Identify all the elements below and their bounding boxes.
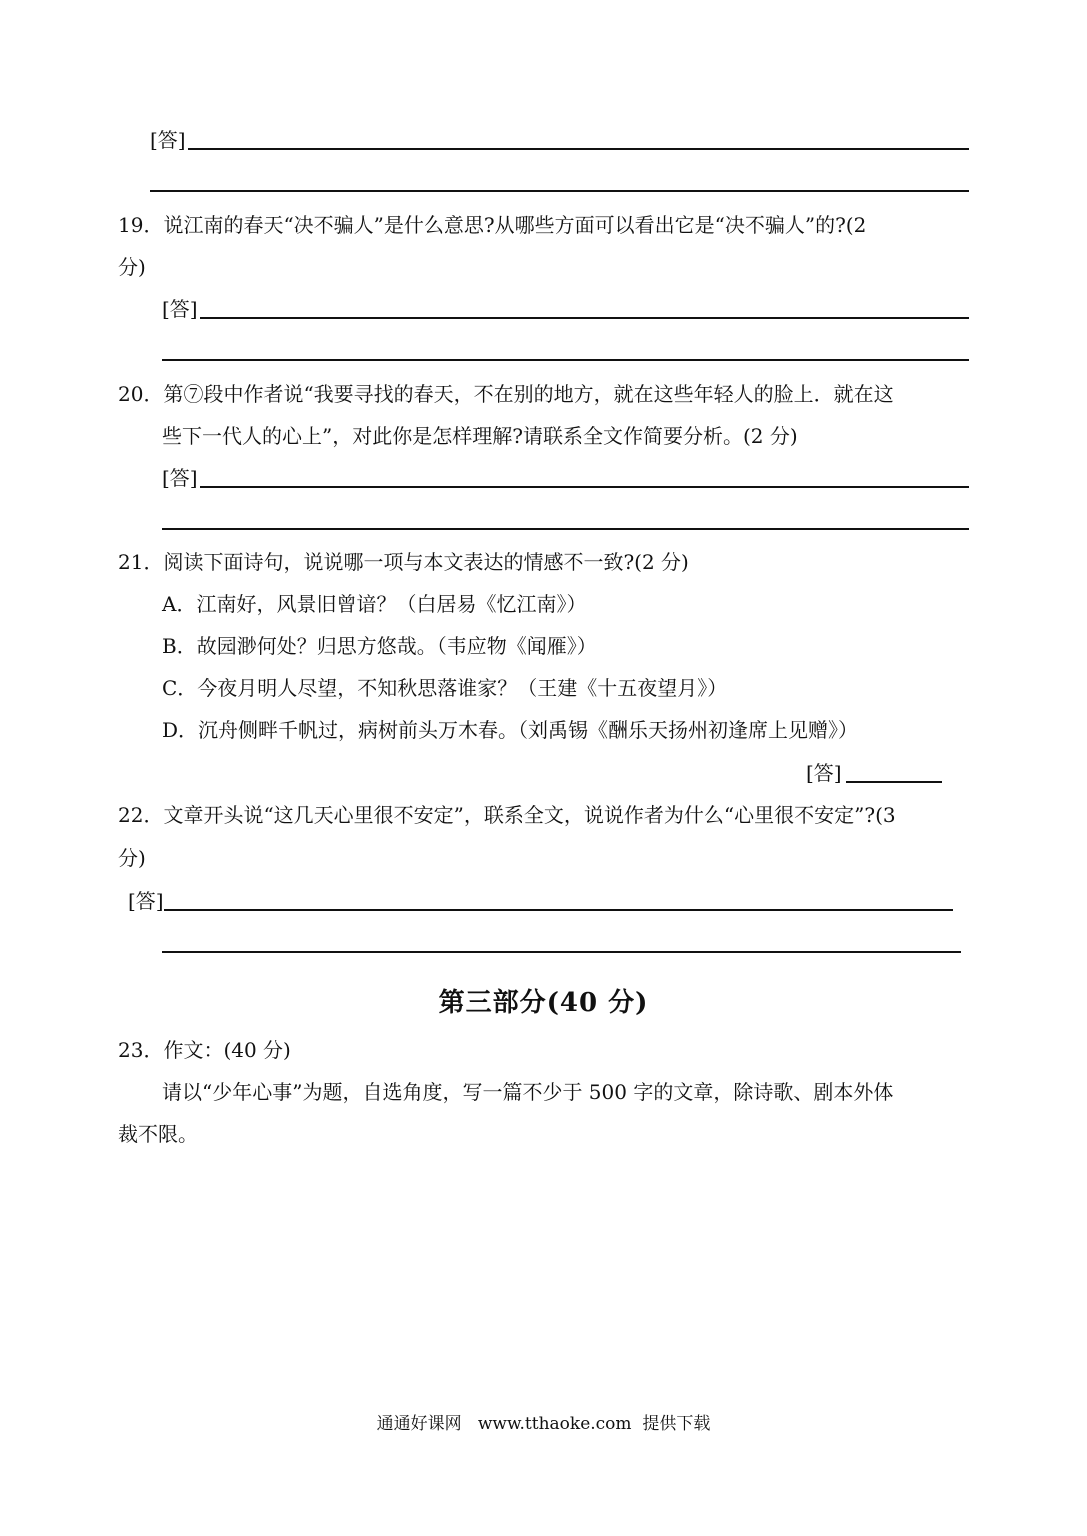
- answer-line: [150, 190, 969, 192]
- answer-label: [答]: [162, 297, 198, 321]
- answer-line: [162, 528, 969, 530]
- answer-label: [答]: [128, 889, 164, 913]
- answer-line: [162, 359, 969, 361]
- question-23-text: 23．作文：(40 分): [118, 1038, 291, 1062]
- option-a: A．江南好，风景旧曾谙？（白居易《忆江南》）: [162, 592, 587, 616]
- question-20-text-cont: 些下一代人的心上”，对此你是怎样理解?请联系全文作简要分析。(2 分): [162, 424, 798, 448]
- answer-label: [答]: [162, 466, 198, 490]
- question-21-text: 21．阅读下面诗句，说说哪一项与本文表达的情感不一致?(2 分): [118, 550, 689, 574]
- essay-prompt: 请以“少年心事”为题，自选角度，写一篇不少于 500 字的文章，除诗歌、剧本外体: [162, 1080, 894, 1104]
- question-19-text: 19．说江南的春天“决不骗人”是什么意思?从哪些方面可以看出它是“决不骗人”的?(2: [118, 213, 867, 237]
- option-b: B．故园渺何处？归思方悠哉。（韦应物《闻雁》）: [162, 634, 597, 658]
- answer-label: [答]: [150, 128, 186, 152]
- section-title: 第三部分(40 分): [438, 988, 649, 1018]
- answer-line: [162, 951, 961, 953]
- question-20-text: 20．第⑦段中作者说“我要寻找的春天，不在别的地方，就在这些年轻人的脸上．就在这: [118, 382, 894, 406]
- question-19-text-cont: 分): [118, 255, 146, 279]
- answer-blank: [846, 781, 942, 783]
- essay-prompt-cont: 裁不限。: [118, 1122, 198, 1146]
- question-22-text: 22．文章开头说“这几天心里很不安定”，联系全文，说说作者为什么“心里很不安定”?(3: [118, 803, 896, 827]
- answer-label: [答]: [806, 761, 842, 785]
- option-c: C．今夜月明人尽望，不知秋思落谁家？（王建《十五夜望月》）: [162, 676, 728, 700]
- answer-line: [188, 148, 969, 150]
- answer-line: [200, 317, 969, 319]
- page-footer: 通通好课网 www.tthaoke.com 提供下载: [376, 1414, 711, 1434]
- option-d: D．沉舟侧畔千帆过，病树前头万木春。（刘禹锡《酬乐天扬州初逢席上见赠》）: [162, 718, 859, 742]
- answer-line: [200, 486, 969, 488]
- question-22-text-cont: 分): [118, 846, 146, 870]
- answer-line: [164, 909, 953, 911]
